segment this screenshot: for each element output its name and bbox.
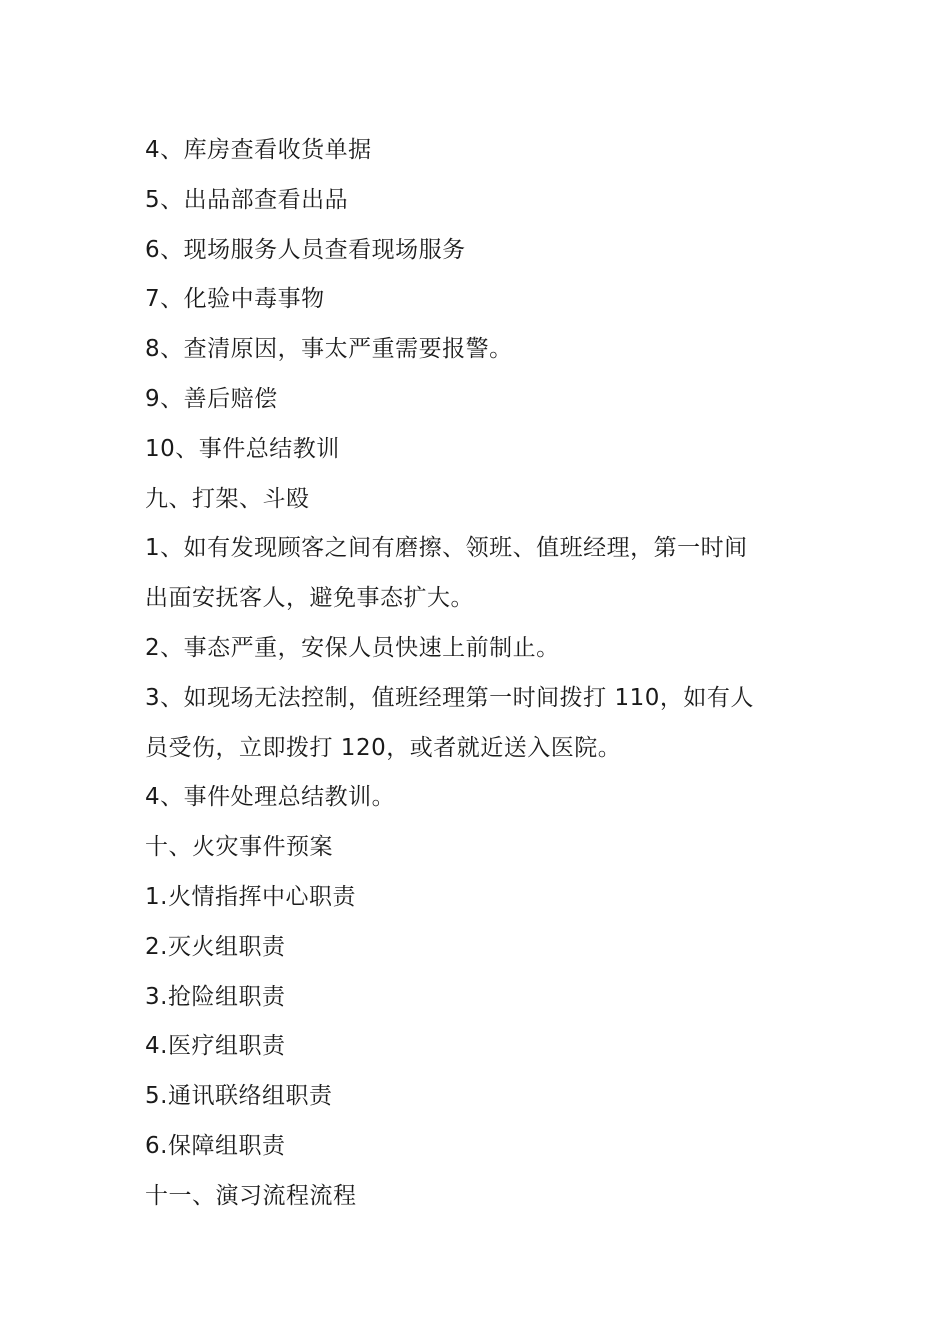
list-item-support: 6.保障组职责 [145,1132,286,1159]
paragraph-fighting-1a: 1、如有发现顾客之间有磨擦、领班、值班经理，第一时间 [145,535,748,562]
list-item-medical: 4.医疗组职责 [145,1033,286,1060]
list-item-communication: 5.通讯联络组职责 [145,1083,333,1110]
list-item-lab-test: 7、化验中毒事物 [145,286,325,313]
paragraph-fighting-4: 4、事件处理总结教训。 [145,784,396,811]
list-item-investigate: 8、查清原因，事太严重需要报警。 [145,336,513,363]
list-item-compensation: 9、善后赔偿 [145,385,278,412]
list-item-warehouse-check: 4、库房查看收货单据 [145,137,372,163]
list-item-fire-suppression: 2.灭火组职责 [145,933,286,960]
paragraph-fighting-3a: 3、如现场无法控制，值班经理第一时间拨打 110，如有人 [145,684,754,711]
list-item-kitchen-check: 5、出品部查看出品 [145,186,349,213]
list-item-service-check: 6、现场服务人员查看现场服务 [145,236,466,263]
section-heading-fire-plan: 十、火灾事件预案 [145,834,333,861]
paragraph-fighting-3b: 员受伤，立即拨打 120，或者就近送入医院。 [145,734,622,761]
paragraph-fighting-1b: 出面安抚客人，避免事态扩大。 [145,585,474,612]
list-item-fire-command: 1.火情指挥中心职责 [145,883,356,910]
section-heading-drill: 十一、演习流程流程 [145,1182,357,1209]
paragraph-fighting-2: 2、事态严重，安保人员快速上前制止。 [145,634,560,661]
list-item-rescue: 3.抢险组职责 [145,983,286,1010]
document-body [145,126,810,1222]
section-heading-fighting: 九、打架、斗殴 [145,485,310,512]
list-item-summary: 10、事件总结教训 [145,435,340,462]
